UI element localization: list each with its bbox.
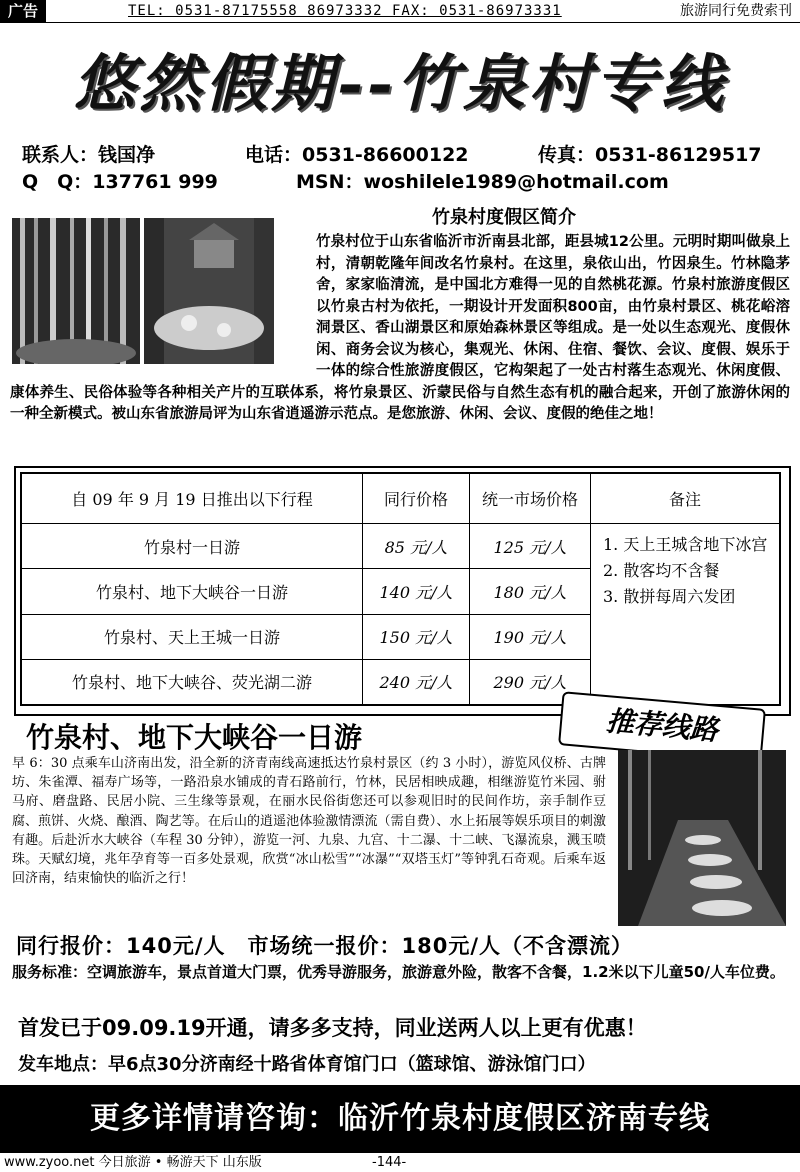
contact-phone: 电话：0531-86600122 [245,144,469,166]
header-market-price: 统一市场价格 [470,474,591,524]
price-line: 同行报价：140元/人 市场统一报价：180元/人（不含漂流） [16,934,634,958]
service-standard: 服务标准：空调旅游车，景点首道大门票，优秀导游服务，旅游意外险，散客不含餐，1.2米以下儿童50/人车位费。 [12,963,785,981]
notes-cell [591,524,780,705]
free-copy-note: 旅游同行免费索刊 [680,3,792,19]
table-row-peer: 240 元/人 [363,659,470,704]
table-row-peer: 140 元/人 [363,569,470,614]
table-row-route: 竹泉村、地下大峡谷、荧光湖二游 [22,659,363,704]
intro-paragraph: 竹泉村位于山东省临沂市沂南县北部，距县城12公里。元明时期叫做泉上村，清朝乾隆年间改名竹泉村。在这里，泉依山出，竹因泉生。竹林隐茅舍，家家临清流，是中国北方难得一见的自然桃花源。竹泉村旅游度假区以竹泉古村为依托，一期设计开发面积800亩，由竹泉村景区、桃花峪溶洞景区、香山湖景区和原始森林景区等组成。是一处以生态观光、度假休闲、商务会议为核心，集观光、休闲、住宿、餐饮、会议、度假、娱乐于一体的综合性旅游度假区，它构架起了一处古村落生态观光、休闲度假、康体养生、民俗体验等各种相关产片的互联体系，将竹泉景区、沂蒙民俗与自然生态有机的融合起来，开创了旅游休闲的一种全新模式。被山东省旅游局评为山东省逍遥游示范点。是您旅游、休闲、会议、度假的绝佳之地！ [10,234,790,422]
contact-banner: 更多详情请咨询：临沂竹泉村度假区济南专线 [0,1085,800,1153]
promo-line: 首发已于09.09.19开通，请多多支持，同业送两人以上更有优惠！ [18,1016,647,1040]
header-peer-price: 同行价格 [363,474,470,524]
table-row-market: 180 元/人 [470,569,591,614]
route-title: 竹泉村、地下大峡谷一日游 [26,721,363,754]
ad-label: 广告 [0,0,46,22]
footer-site: www.zyoo.net 今日旅游 • 畅游天下 山东版 [4,1155,262,1170]
stone-path-photo [618,750,786,926]
top-contact-line: TEL: 0531-87175558 86973332 FAX: 0531-86973331 [128,3,562,19]
footer [0,1154,800,1172]
contact-fax: 传真：0531-86129517 [538,144,762,166]
departure-point: 发车地点：早6点30分济南经十路省体育馆门口（篮球馆、游泳馆门口） [18,1054,596,1075]
header-route: 自 09 年 9 月 19 日推出以下行程 [22,474,363,524]
page-number: -144- [372,1155,407,1170]
price-table [20,472,781,706]
page-title: 悠然假期--竹泉村专线 [73,47,727,120]
itinerary-text: 早 6：30 点乘车山济南出发，沿全新的济青南线高速抵达竹泉村景区（约 3 小时），游览风仪桥、古牌坊、朱雀潭、福寿广场等，一路沿泉水铺成的青石路前行，竹林，民居相映成趣，相继游览竹米园、驸马府、磨盘路、民居小院、三生缘等景观，在丽水民俗街您还可以参观旧时的民间作坊，亲手制作豆腐、煎饼、火烧、酿酒、陶艺等。在后山的逍遥池体验激情漂流（需自费）、水上拓展等娱乐项目的刺激有趣。后赴沂水大峡谷（车程 30 分钟），游览一河、九泉、九宫、十二瀑、十二峡、飞瀑流泉，溅玉喷珠。天赋幻境，兆年孕育等一百多处景观，欣赏“冰山松雪”“冰瀑”“双塔玉灯”等钟乳石奇观。后乘车返回济南，结束愉快的临沂之行！ [12,756,606,887]
table-row-peer: 150 元/人 [363,614,470,659]
header-notes: 备注 [591,474,780,524]
recommended-route-stamp: 推荐线路 [558,691,766,763]
intro-heading: 竹泉村度假区简介 [432,207,576,228]
table-row-market: 290 元/人 [470,659,591,704]
note-item: 3. 散拼每周六发团 [603,587,736,606]
table-row-route: 竹泉村、天上王城一日游 [22,614,363,659]
contact-person: 联系人：钱国净 [22,144,156,166]
contact-qq: Q Q：137761 999 [22,171,218,193]
table-row-route: 竹泉村、地下大峡谷一日游 [22,569,363,614]
table-row-route: 竹泉村一日游 [22,524,363,569]
table-row-peer: 85 元/人 [363,524,470,569]
table-row-market: 190 元/人 [470,614,591,659]
note-item: 1. 天上王城含地下冰宫 [603,535,768,554]
contact-msn: MSN：woshilele1989@hotmail.com [296,171,669,193]
table-row-market: 125 元/人 [470,524,591,569]
note-item: 2. 散客均不含餐 [603,561,720,580]
